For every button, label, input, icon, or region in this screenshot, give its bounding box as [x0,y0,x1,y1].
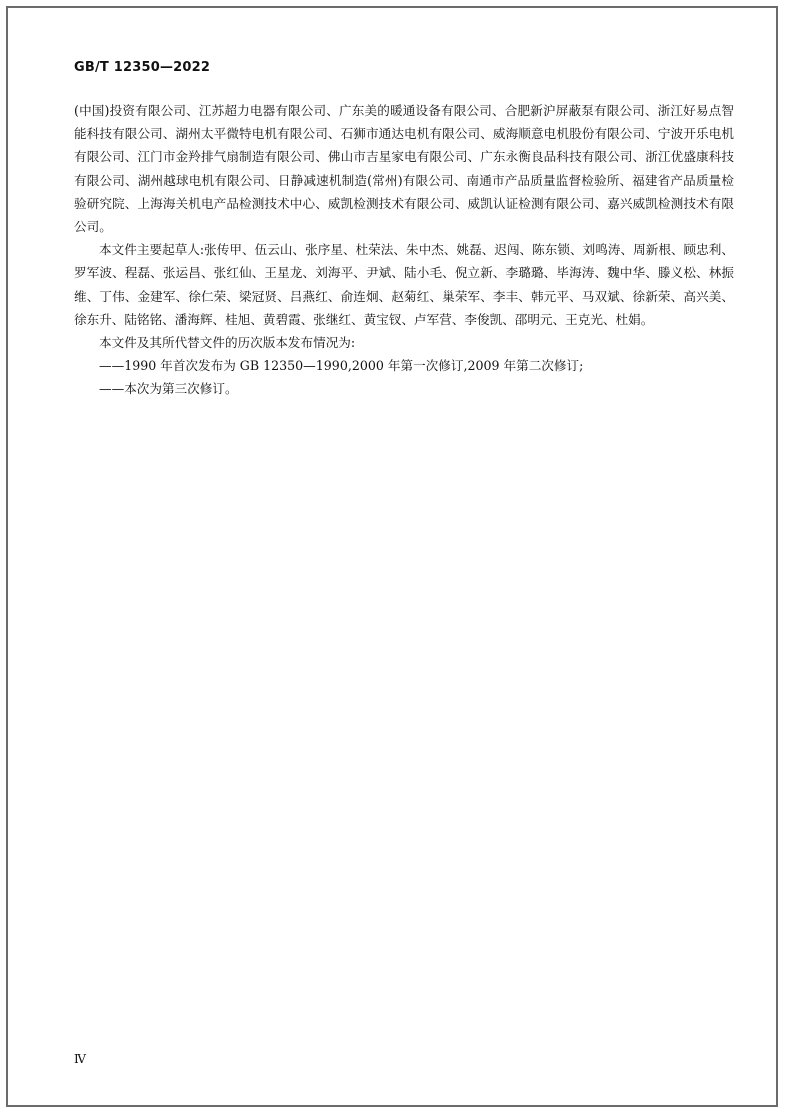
standard-code: GB/T 12350—2022 [74,60,211,75]
page-frame [6,6,778,1107]
document-body [74,99,734,401]
history-item: ——本次为第三次修订。 [99,381,238,397]
page-number: Ⅳ [74,1052,86,1066]
participants-paragraph: (中国)投资有限公司、江苏超力电器有限公司、广东美的暖通设备有限公司、合肥新沪屏蔽泵有限公司、浙江好易点智能科技有限公司、湖州太平微特电机有限公司、石狮市通达电机有限公司、威海顺意电机股份有限公司、宁波开乐电机有限公司、江门市金羚排气扇制造有限公司、佛山市吉星家电有限公司、广东永衡良品科技有限公司、浙江优盛康科技有限公司、湖州越球电机有限公司、日静减速机制造(常州)有限公司、南通市产品质量监督检验所、福建省产品质量检验研究院、上海海关机电产品检测技术中心、威凯检测技术有限公司、威凯认证检测有限公司、嘉兴威凯检测技术有限公司。 [74,103,734,235]
history-item: ——1990 年首次发布为 GB 12350—1990,2000 年第一次修订,2009 年第二次修订; [99,358,584,374]
drafters-paragraph: 本文件主要起草人:张传甲、伍云山、张序星、杜荣法、朱中杰、姚磊、迟闯、陈东锁、刘鸣涛、周新根、顾忠利、罗军波、程磊、张运昌、张红仙、王星龙、刘海平、尹斌、陆小毛、倪立新、李璐璐、毕海涛、魏中华、滕义松、林振维、丁伟、金建军、徐仁荣、梁冠贤、吕燕红、俞连炯、赵菊红、巢荣军、李丰、韩元平、马双斌、徐新荣、高兴美、徐东升、陆铭铭、潘海辉、桂旭、黄碧霞、张继红、黄宝钗、卢军营、李俊凯、邵明元、王克光、杜娟。 [74,242,734,327]
history-intro: 本文件及其所代替文件的历次版本发布情况为: [99,335,356,351]
